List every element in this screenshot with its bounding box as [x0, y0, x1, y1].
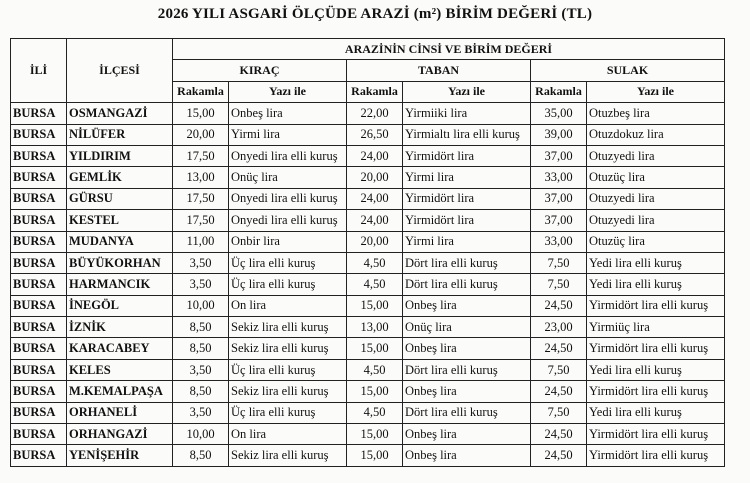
header-group: ARAZİNİN CİNSİ VE BİRİM DEĞERİ: [173, 39, 725, 60]
table-body: [11, 103, 725, 467]
cell-kirac-yazi: Üç lira elli kuruş: [229, 402, 347, 423]
cell-sulak-rakamla: 24,50: [531, 338, 587, 359]
cell-kirac-yazi: Sekiz lira elli kuruş: [229, 338, 347, 359]
cell-kirac-rakamla: 20,00: [173, 124, 229, 145]
cell-kirac-yazi: Onbeş lira: [229, 103, 347, 124]
cell-il: BURSA: [11, 167, 67, 188]
cell-sulak-yazi: Yedi lira elli kuruş: [587, 274, 725, 295]
cell-kirac-yazi: Onyedi lira elli kuruş: [229, 188, 347, 209]
cell-taban-rakamla: 15,00: [347, 424, 403, 445]
cell-il: BURSA: [11, 402, 67, 423]
cell-ilce: HARMANCIK: [67, 274, 173, 295]
cell-taban-yazi: Yirmi lira: [403, 167, 531, 188]
cell-il: BURSA: [11, 424, 67, 445]
page-title: 2026 YILI ASGARİ ÖLÇÜDE ARAZİ (m²) BİRİM DEĞERİ (TL): [157, 6, 593, 22]
cell-ilce: M.KEMALPAŞA: [67, 381, 173, 402]
cell-ilce: ORHANELİ: [67, 402, 173, 423]
cell-kirac-rakamla: 17,50: [173, 188, 229, 209]
cell-sulak-rakamla: 24,50: [531, 424, 587, 445]
cell-sulak-rakamla: 7,50: [531, 252, 587, 273]
header-il: İLİ: [11, 39, 67, 103]
table-row: [11, 231, 725, 252]
cell-kirac-yazi: Onüç lira: [229, 167, 347, 188]
cell-kirac-yazi: Onyedi lira elli kuruş: [229, 145, 347, 166]
cell-ilce: BÜYÜKORHAN: [67, 252, 173, 273]
cell-il: BURSA: [11, 317, 67, 338]
cell-kirac-rakamla: 10,00: [173, 424, 229, 445]
table-row: [11, 252, 725, 273]
cell-sulak-yazi: Otuzyedi lira: [587, 210, 725, 231]
cell-sulak-rakamla: 37,00: [531, 188, 587, 209]
cell-kirac-rakamla: 3,50: [173, 252, 229, 273]
cell-il: BURSA: [11, 145, 67, 166]
cell-taban-yazi: Onüç lira: [403, 317, 531, 338]
cell-il: BURSA: [11, 274, 67, 295]
header-taban: TABAN: [347, 60, 531, 81]
cell-taban-yazi: Dört lira elli kuruş: [403, 252, 531, 273]
cell-ilce: İZNİK: [67, 317, 173, 338]
cell-sulak-yazi: Yirmidört lira elli kuruş: [587, 424, 725, 445]
cell-kirac-rakamla: 17,50: [173, 210, 229, 231]
cell-taban-rakamla: 20,00: [347, 167, 403, 188]
header-kirac-rakamla: Rakamla: [173, 81, 229, 102]
cell-sulak-yazi: Yirmiüç lira: [587, 317, 725, 338]
cell-ilce: NİLÜFER: [67, 124, 173, 145]
cell-kirac-rakamla: 3,50: [173, 359, 229, 380]
table-row: [11, 424, 725, 445]
cell-sulak-rakamla: 33,00: [531, 167, 587, 188]
table-row: [11, 381, 725, 402]
cell-sulak-yazi: Otuzbeş lira: [587, 103, 725, 124]
cell-ilce: ORHANGAZİ: [67, 424, 173, 445]
cell-sulak-yazi: Otuzyedi lira: [587, 188, 725, 209]
cell-taban-yazi: Yirmidört lira: [403, 145, 531, 166]
cell-sulak-rakamla: 7,50: [531, 359, 587, 380]
cell-il: BURSA: [11, 252, 67, 273]
cell-kirac-yazi: Yirmi lira: [229, 124, 347, 145]
land-value-table: [10, 38, 725, 467]
cell-taban-rakamla: 4,50: [347, 274, 403, 295]
cell-taban-yazi: Onbeş lira: [403, 445, 531, 466]
cell-kirac-rakamla: 11,00: [173, 231, 229, 252]
cell-taban-yazi: Dört lira elli kuruş: [403, 402, 531, 423]
cell-taban-rakamla: 15,00: [347, 338, 403, 359]
cell-sulak-yazi: Yedi lira elli kuruş: [587, 252, 725, 273]
cell-taban-rakamla: 22,00: [347, 103, 403, 124]
cell-ilce: KELES: [67, 359, 173, 380]
cell-sulak-rakamla: 35,00: [531, 103, 587, 124]
cell-sulak-rakamla: 24,50: [531, 295, 587, 316]
cell-taban-yazi: Onbeş lira: [403, 338, 531, 359]
cell-taban-yazi: Onbeş lira: [403, 424, 531, 445]
cell-sulak-rakamla: 7,50: [531, 402, 587, 423]
cell-taban-yazi: Dört lira elli kuruş: [403, 274, 531, 295]
cell-kirac-rakamla: 17,50: [173, 145, 229, 166]
cell-kirac-yazi: Sekiz lira elli kuruş: [229, 317, 347, 338]
table-row: [11, 359, 725, 380]
header-sulak-yazi: Yazı ile: [587, 81, 725, 102]
header-ilce: İLÇESİ: [67, 39, 173, 103]
table-row: [11, 188, 725, 209]
cell-il: BURSA: [11, 381, 67, 402]
table-row: [11, 145, 725, 166]
cell-ilce: YENİŞEHİR: [67, 445, 173, 466]
cell-ilce: KESTEL: [67, 210, 173, 231]
table-row: [11, 103, 725, 124]
header-taban-yazi: Yazı ile: [403, 81, 531, 102]
cell-ilce: KARACABEY: [67, 338, 173, 359]
cell-ilce: GÜRSU: [67, 188, 173, 209]
header-sulak: SULAK: [531, 60, 725, 81]
cell-taban-yazi: Yirmidört lira: [403, 210, 531, 231]
cell-il: BURSA: [11, 445, 67, 466]
cell-sulak-yazi: Yedi lira elli kuruş: [587, 402, 725, 423]
cell-taban-rakamla: 4,50: [347, 402, 403, 423]
cell-sulak-rakamla: 39,00: [531, 124, 587, 145]
cell-taban-rakamla: 4,50: [347, 359, 403, 380]
cell-ilce: YILDIRIM: [67, 145, 173, 166]
cell-ilce: MUDANYA: [67, 231, 173, 252]
cell-taban-rakamla: 24,00: [347, 188, 403, 209]
cell-kirac-rakamla: 10,00: [173, 295, 229, 316]
cell-sulak-yazi: Yirmidört lira elli kuruş: [587, 445, 725, 466]
cell-sulak-rakamla: 23,00: [531, 317, 587, 338]
cell-kirac-rakamla: 13,00: [173, 167, 229, 188]
cell-taban-rakamla: 26,50: [347, 124, 403, 145]
cell-il: BURSA: [11, 124, 67, 145]
cell-il: BURSA: [11, 295, 67, 316]
table-row: [11, 445, 725, 466]
cell-taban-rakamla: 24,00: [347, 210, 403, 231]
cell-sulak-rakamla: 24,50: [531, 445, 587, 466]
cell-taban-yazi: Onbeş lira: [403, 381, 531, 402]
table-row: [11, 338, 725, 359]
cell-taban-yazi: Yirmi lira: [403, 231, 531, 252]
cell-sulak-yazi: Yirmidört lira elli kuruş: [587, 295, 725, 316]
cell-taban-rakamla: 15,00: [347, 445, 403, 466]
cell-sulak-rakamla: 33,00: [531, 231, 587, 252]
cell-sulak-yazi: Otuzyedi lira: [587, 145, 725, 166]
cell-sulak-yazi: Yirmidört lira elli kuruş: [587, 338, 725, 359]
cell-il: BURSA: [11, 188, 67, 209]
cell-taban-yazi: Yirmialtı lira elli kuruş: [403, 124, 531, 145]
cell-kirac-yazi: Onyedi lira elli kuruş: [229, 210, 347, 231]
cell-taban-rakamla: 15,00: [347, 295, 403, 316]
cell-sulak-rakamla: 7,50: [531, 274, 587, 295]
cell-kirac-yazi: Üç lira elli kuruş: [229, 252, 347, 273]
cell-sulak-rakamla: 37,00: [531, 210, 587, 231]
cell-kirac-yazi: Sekiz lira elli kuruş: [229, 381, 347, 402]
cell-il: BURSA: [11, 359, 67, 380]
table-row: [11, 317, 725, 338]
table-row: [11, 167, 725, 188]
cell-sulak-rakamla: 24,50: [531, 381, 587, 402]
cell-sulak-yazi: Yirmidört lira elli kuruş: [587, 381, 725, 402]
cell-taban-rakamla: 24,00: [347, 145, 403, 166]
cell-taban-rakamla: 20,00: [347, 231, 403, 252]
cell-taban-yazi: Onbeş lira: [403, 295, 531, 316]
cell-taban-yazi: Yirmidört lira: [403, 188, 531, 209]
header-sulak-rakamla: Rakamla: [531, 81, 587, 102]
cell-kirac-yazi: Onbir lira: [229, 231, 347, 252]
cell-taban-yazi: Yirmiiki lira: [403, 103, 531, 124]
cell-kirac-rakamla: 3,50: [173, 402, 229, 423]
cell-taban-rakamla: 4,50: [347, 252, 403, 273]
cell-kirac-rakamla: 8,50: [173, 381, 229, 402]
cell-ilce: OSMANGAZİ: [67, 103, 173, 124]
cell-kirac-rakamla: 15,00: [173, 103, 229, 124]
cell-kirac-yazi: Üç lira elli kuruş: [229, 274, 347, 295]
table-row: [11, 274, 725, 295]
cell-il: BURSA: [11, 103, 67, 124]
table-header: [11, 39, 725, 103]
table-row: [11, 402, 725, 423]
header-kirac: KIRAÇ: [173, 60, 347, 81]
table-row: [11, 295, 725, 316]
cell-kirac-rakamla: 8,50: [173, 445, 229, 466]
cell-kirac-rakamla: 3,50: [173, 274, 229, 295]
cell-il: BURSA: [11, 231, 67, 252]
cell-sulak-yazi: Yedi lira elli kuruş: [587, 359, 725, 380]
cell-ilce: GEMLİK: [67, 167, 173, 188]
cell-kirac-yazi: On lira: [229, 295, 347, 316]
cell-il: BURSA: [11, 338, 67, 359]
cell-taban-rakamla: 15,00: [347, 381, 403, 402]
cell-sulak-yazi: Otuzüç lira: [587, 167, 725, 188]
header-kirac-yazi: Yazı ile: [229, 81, 347, 102]
cell-kirac-rakamla: 8,50: [173, 317, 229, 338]
table-row: [11, 210, 725, 231]
cell-sulak-rakamla: 37,00: [531, 145, 587, 166]
table-row: [11, 124, 725, 145]
header-taban-rakamla: Rakamla: [347, 81, 403, 102]
cell-sulak-yazi: Otuzdokuz lira: [587, 124, 725, 145]
cell-ilce: İNEGÖL: [67, 295, 173, 316]
cell-taban-rakamla: 13,00: [347, 317, 403, 338]
cell-taban-yazi: Dört lira elli kuruş: [403, 359, 531, 380]
cell-sulak-yazi: Otuzüç lira: [587, 231, 725, 252]
cell-kirac-yazi: Üç lira elli kuruş: [229, 359, 347, 380]
cell-kirac-rakamla: 8,50: [173, 338, 229, 359]
cell-il: BURSA: [11, 210, 67, 231]
cell-kirac-yazi: Sekiz lira elli kuruş: [229, 445, 347, 466]
cell-kirac-yazi: On lira: [229, 424, 347, 445]
